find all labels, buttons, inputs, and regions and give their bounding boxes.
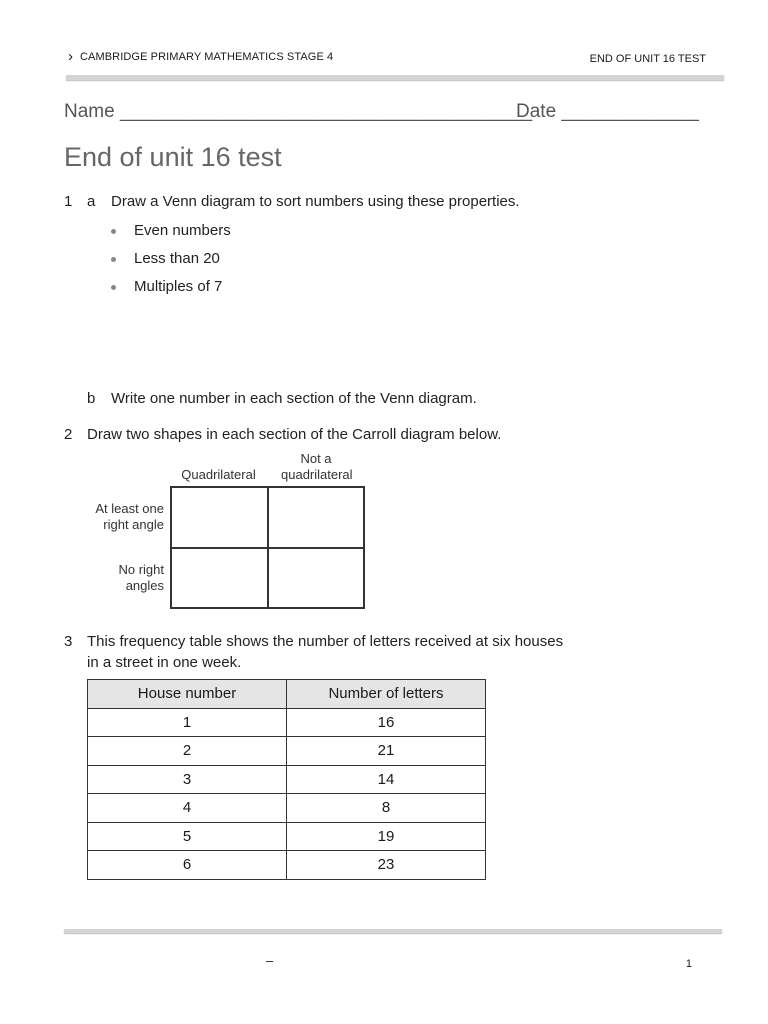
carroll-cell[interactable]: [171, 548, 268, 609]
house-number-cell: 3: [88, 765, 287, 794]
header-divider: [66, 75, 724, 80]
house-number-cell: 5: [88, 822, 287, 851]
bullet-dot: [111, 229, 116, 234]
frequency-table: [87, 679, 486, 880]
table-row: [88, 822, 486, 851]
q3-text-line2: in a street in one week.: [87, 654, 242, 671]
letters-cell: 16: [287, 708, 486, 737]
table-row: [88, 737, 486, 766]
date-field[interactable]: Date _____________: [516, 101, 699, 122]
table-row: [88, 708, 486, 737]
chevron-right-icon: ›: [68, 48, 74, 65]
header-test-title: END OF UNIT 16 TEST: [589, 53, 706, 65]
letters-cell: 19: [287, 822, 486, 851]
q2-text: Draw two shapes in each section of the Carroll diagram below.: [87, 426, 502, 443]
page-title: End of unit 16 test: [64, 142, 282, 172]
bullet-dot: [111, 257, 116, 262]
house-number-cell: 4: [88, 794, 287, 823]
footer-dash: –: [266, 953, 274, 968]
carroll-cell[interactable]: [268, 487, 365, 548]
q1-number: 1: [64, 193, 73, 210]
q3-number: 3: [64, 633, 73, 650]
col-header-number-of-letters: Number of letters: [287, 680, 486, 709]
carroll-row-label-no-right-angles: No right angles: [118, 562, 164, 593]
house-number-cell: 2: [88, 737, 287, 766]
q1b-label: b: [87, 390, 96, 407]
house-number-cell: 1: [88, 708, 287, 737]
q2-number: 2: [64, 426, 73, 443]
letters-cell: 14: [287, 765, 486, 794]
q1a-bullet-multiples-7: Multiples of 7: [134, 278, 223, 295]
q1a-bullet-less-than-20: Less than 20: [134, 250, 220, 267]
q3-text-line1: This frequency table shows the number of letters received at six houses: [87, 633, 564, 650]
table-row: [88, 765, 486, 794]
table-row: [88, 794, 486, 823]
header-left: [68, 48, 334, 65]
name-field[interactable]: Name _______________________________________: [64, 101, 533, 122]
letters-cell: 21: [287, 737, 486, 766]
house-number-cell: 6: [88, 851, 287, 880]
header-series-title: CAMBRIDGE PRIMARY MATHEMATICS STAGE 4: [80, 51, 334, 63]
letters-cell: 23: [287, 851, 486, 880]
page-number: 1: [685, 958, 692, 970]
letters-cell: 8: [287, 794, 486, 823]
q1a-bullet-even: Even numbers: [134, 222, 231, 239]
carroll-row-label-right-angle: At least one right angle: [95, 501, 164, 532]
q1b-text: Write one number in each section of the Venn diagram.: [111, 390, 477, 407]
table-header-row: [88, 680, 486, 709]
footer-divider: [64, 929, 722, 933]
carroll-diagram: [170, 486, 365, 609]
carroll-cell[interactable]: [268, 548, 365, 609]
bullet-dot: [111, 285, 116, 290]
col-header-house-number: House number: [88, 680, 287, 709]
table-row: [88, 851, 486, 880]
q1a-text: Draw a Venn diagram to sort numbers using these properties.: [111, 193, 520, 210]
carroll-cell[interactable]: [171, 487, 268, 548]
carroll-col-label-quadrilateral: Quadrilateral: [181, 467, 256, 482]
carroll-col-label-not-quadrilateral: Not a quadrilateral: [281, 451, 353, 482]
q1a-label: a: [87, 193, 96, 210]
